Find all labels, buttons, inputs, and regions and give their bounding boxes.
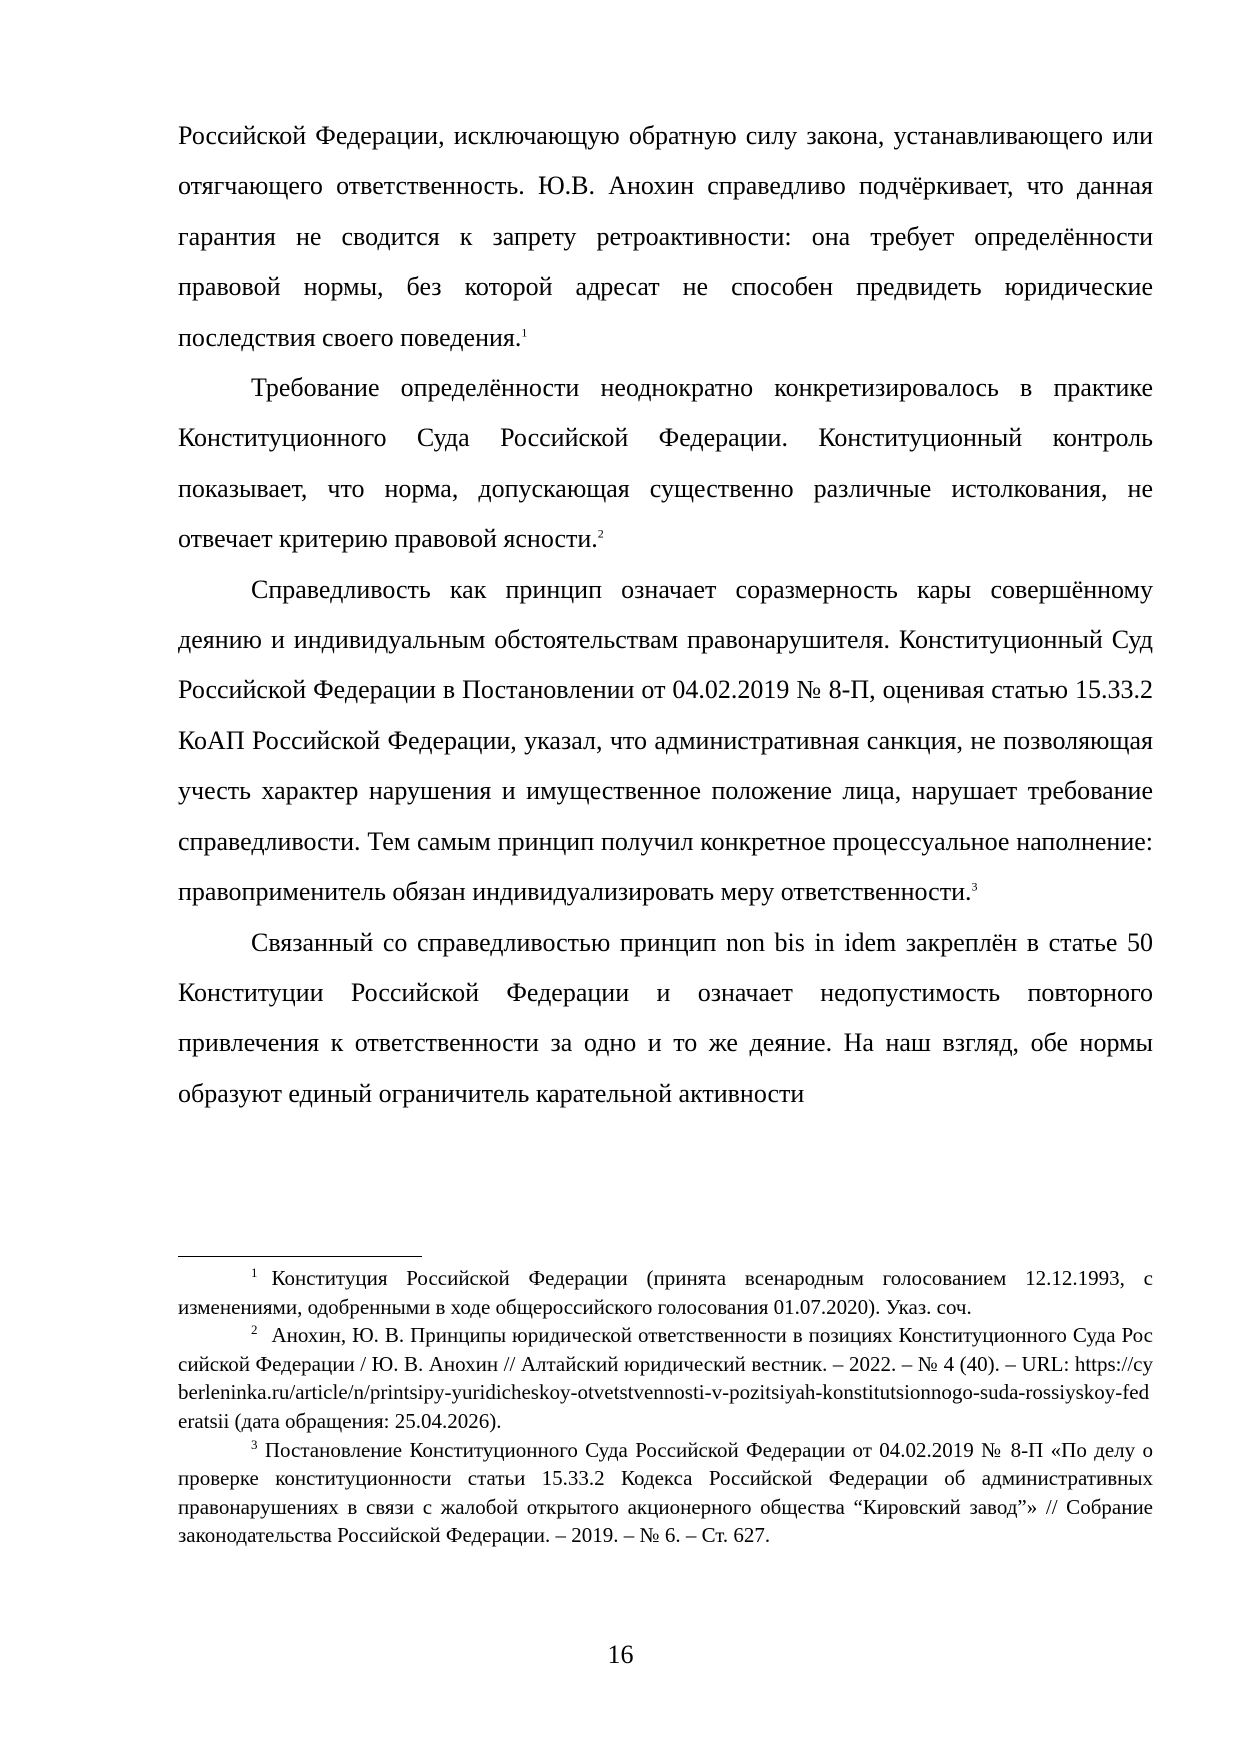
- paragraph-2: [178, 363, 1153, 565]
- paragraph-3: [178, 565, 1153, 918]
- footnote-text-1: Конституция Российской Федерации (принята всенародным голосованием 12.12.1993, с изменениями, одобренными в ходе общероссийского голосования 01.07.2020). Указ. соч.: [178, 1266, 1153, 1319]
- footnote-1: [178, 1264, 1153, 1321]
- footnote-separator: [178, 1256, 422, 1257]
- main-text: [178, 111, 1153, 1119]
- footnote-ref-1[interactable]: 1: [521, 324, 528, 339]
- paragraph-1-text: Российской Федерации, исключающую обратную силу закона, устанавливающего или отягчающего ответственность. Ю.В. Анохин справедливо подчёркивает, что данная гарантия не сводится к запрету ретроактивности: она требует определённости правовой нормы, без которой адресат не способен предвидеть юридические последствия своего поведения.: [178, 121, 1153, 352]
- footnote-ref-2[interactable]: 2: [597, 526, 604, 541]
- footnote-2: [178, 1321, 1153, 1435]
- paragraph-4-text: Связанный со справедливостью принцип non bis in idem закреплён в статье 50 Конституции Российской Федерации и означает недопустимость повторного привлечения к ответственности за одно и то же деяние. На наш взгляд, обе нормы образуют единый ограничитель карательной активности: [178, 927, 1153, 1108]
- footnote-3: [178, 1436, 1153, 1550]
- paragraph-2-text: Требование определённости неоднократно конкретизировалось в практике Конституционного Суда Российской Федерации. Конституционный контроль показывает, что норма, допускающая существенно различные истолкования, не отвечает критерию правовой ясности.: [178, 373, 1153, 554]
- paragraph-4: [178, 918, 1153, 1120]
- footnote-number-2: 2: [251, 1322, 258, 1338]
- paragraph-3-text: Справедливость как принцип означает соразмерность кары совершённому деянию и индивидуальным обстоятельствам правонарушителя. Конституционный Суд Российской Федерации в Постановлении от 04.02.2019 № 8-П, оценивая статью 15.33.2 КоАП Российской Федерации, указал, что административная санкция, не позволяющая учесть характер нарушения и имущественное положение лица, нарушает требование справедливости. Тем самым принцип получил конкретное процессуальное наполнение: правоприменитель обязан индивидуализировать меру ответственности.: [178, 574, 1153, 907]
- footnote-number-3: 3: [251, 1436, 258, 1452]
- paragraph-1: [178, 111, 1153, 363]
- footnote-ref-3[interactable]: 3: [971, 879, 978, 894]
- footnote-number-1: 1: [251, 1265, 258, 1280]
- footnote-text-3: Постановление Конституционного Суда Российской Федерации от 04.02.2019 № 8-П «По делу о проверке конституционности статьи 15.33.2 Кодекса Российской Федерации об административных правонарушениях в связи с жалобой открытого акционерного общества “Кировский завод”» // Собрание законодательства Российской Федерации. – 2019. – № 6. – Ст. 627.: [178, 1437, 1154, 1548]
- footnote-text-2: Анохин, Ю. В. Принципы юридической ответственности в позициях Конституционного Суда Российской Федерации / Ю. В. Анохин // Алтайский юридический вестник. – 2022. – № 4 (40). – URL: https://cyberleninka.ru/article/n/printsipy-yuridicheskoy-otvetstvennosti-v-pozitsiyah-konstitutsionnogo-suda-rossiyskoy-federatsii (дата обращения: 25.04.2026).: [178, 1323, 1153, 1433]
- page-number: 16: [607, 1640, 634, 1669]
- footnotes: [178, 1264, 1153, 1550]
